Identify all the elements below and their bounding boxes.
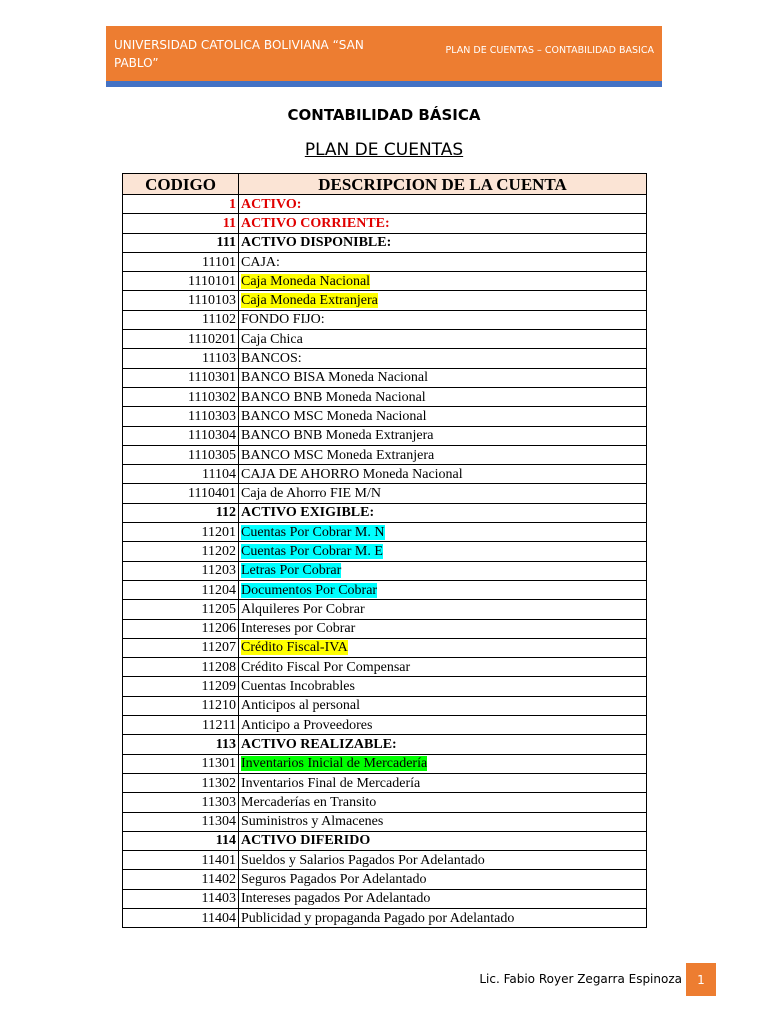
account-code: 1110304	[123, 426, 239, 445]
account-description: BANCO BISA Moneda Nacional	[241, 370, 429, 386]
account-code: 1110401	[123, 484, 239, 503]
account-description: ACTIVO REALIZABLE:	[241, 736, 397, 752]
table-row	[123, 368, 647, 387]
account-code: 1	[123, 195, 239, 214]
account-code: 11207	[123, 638, 239, 657]
account-description-cell	[239, 252, 647, 271]
footer-author: Lic. Fabio Royer Zegarra Espinoza	[479, 972, 682, 986]
account-description: Seguros Pagados Por Adelantado	[241, 872, 427, 888]
account-code: 11304	[123, 812, 239, 831]
account-code: 11210	[123, 696, 239, 715]
account-description-cell	[239, 233, 647, 252]
table-row	[123, 484, 647, 503]
table-row	[123, 407, 647, 426]
table-row	[123, 349, 647, 368]
document-subtitle: PLAN DE CUENTAS	[304, 140, 464, 160]
account-description: ACTIVO EXIGIBLE:	[241, 505, 375, 521]
table-row	[123, 754, 647, 773]
account-description-cell	[239, 368, 647, 387]
table-row	[123, 503, 647, 522]
account-code: 1110302	[123, 387, 239, 406]
account-code: 113	[123, 735, 239, 754]
account-description-cell	[239, 561, 647, 580]
account-code: 11201	[123, 523, 239, 542]
table-row	[123, 426, 647, 445]
account-description-cell	[239, 658, 647, 677]
column-header-code: CODIGO	[123, 174, 239, 195]
account-description: Sueldos y Salarios Pagados Por Adelantado	[241, 852, 485, 868]
account-description-cell	[239, 735, 647, 754]
table-row	[123, 272, 647, 291]
table-row	[123, 735, 647, 754]
account-description-cell	[239, 696, 647, 715]
account-description-cell	[239, 426, 647, 445]
account-code: 1110101	[123, 272, 239, 291]
account-description: BANCO MSC Moneda Nacional	[241, 408, 427, 424]
table-row	[123, 310, 647, 329]
table-row	[123, 870, 647, 889]
table-row	[123, 580, 647, 599]
table-header-row	[123, 174, 647, 195]
table-body	[123, 195, 647, 928]
account-description-cell	[239, 870, 647, 889]
account-description-cell	[239, 773, 647, 792]
account-description-cell	[239, 542, 647, 561]
account-code: 1110103	[123, 291, 239, 310]
account-description: Documentos Por Cobrar	[241, 582, 378, 598]
table-row	[123, 812, 647, 831]
account-description-cell	[239, 484, 647, 503]
account-description-cell	[239, 754, 647, 773]
account-description: BANCO MSC Moneda Extranjera	[241, 447, 435, 463]
account-description-cell	[239, 387, 647, 406]
account-code: 11208	[123, 658, 239, 677]
account-code: 11	[123, 214, 239, 233]
account-description-cell	[239, 272, 647, 291]
account-code: 112	[123, 503, 239, 522]
account-description-cell	[239, 908, 647, 927]
account-description-cell	[239, 793, 647, 812]
table-row	[123, 619, 647, 638]
account-description-cell	[239, 831, 647, 850]
chart-of-accounts-table	[122, 173, 647, 928]
account-description-cell	[239, 600, 647, 619]
account-description: Caja Moneda Extranjera	[241, 293, 378, 309]
account-description-cell	[239, 291, 647, 310]
account-code: 11303	[123, 793, 239, 812]
account-description: BANCO BNB Moneda Extranjera	[241, 428, 434, 444]
account-description-cell	[239, 503, 647, 522]
account-description-cell	[239, 580, 647, 599]
account-code: 11209	[123, 677, 239, 696]
table-row	[123, 445, 647, 464]
account-code: 11101	[123, 252, 239, 271]
account-code: 11205	[123, 600, 239, 619]
account-description: Letras Por Cobrar	[241, 563, 342, 579]
account-description: ACTIVO DIFERIDO	[241, 833, 371, 849]
page-header	[106, 26, 662, 81]
table-row	[123, 658, 647, 677]
account-description: ACTIVO:	[241, 196, 302, 212]
account-description: Publicidad y propaganda Pagado por Adelantado	[241, 910, 515, 926]
table-row	[123, 561, 647, 580]
table-row	[123, 233, 647, 252]
account-description-cell	[239, 851, 647, 870]
account-description-cell	[239, 677, 647, 696]
account-code: 1110305	[123, 445, 239, 464]
table-row	[123, 716, 647, 735]
account-description: Alquileres Por Cobrar	[241, 601, 365, 617]
account-description-cell	[239, 330, 647, 349]
account-description-cell	[239, 349, 647, 368]
page-number: 1	[686, 963, 716, 996]
account-description: Caja de Ahorro FIE M/N	[241, 486, 381, 502]
account-description: Anticipos al personal	[241, 698, 360, 714]
account-description: Inventarios Inicial de Mercadería	[241, 756, 428, 772]
account-description-cell	[239, 889, 647, 908]
table-row	[123, 465, 647, 484]
account-code: 11301	[123, 754, 239, 773]
account-description-cell	[239, 214, 647, 233]
institution-name: UNIVERSIDAD CATOLICA BOLIVIANA “SAN PABLO”	[114, 38, 364, 70]
table-row	[123, 252, 647, 271]
header-divider	[106, 81, 662, 87]
account-description: Crédito Fiscal Por Compensar	[241, 659, 411, 675]
account-code: 11403	[123, 889, 239, 908]
account-description: Caja Moneda Nacional	[241, 273, 371, 289]
account-code: 11402	[123, 870, 239, 889]
table-row	[123, 831, 647, 850]
account-code: 11206	[123, 619, 239, 638]
account-description-cell	[239, 523, 647, 542]
account-code: 11203	[123, 561, 239, 580]
account-description: Caja Chica	[241, 331, 303, 347]
table-row	[123, 542, 647, 561]
account-description: CAJA:	[241, 254, 280, 270]
account-description-cell	[239, 716, 647, 735]
account-description-cell	[239, 638, 647, 657]
account-description-cell	[239, 445, 647, 464]
account-code: 114	[123, 831, 239, 850]
account-description: ACTIVO DISPONIBLE:	[241, 235, 392, 251]
account-description-cell	[239, 812, 647, 831]
account-code: 11202	[123, 542, 239, 561]
column-header-description: DESCRIPCION DE LA CUENTA	[239, 174, 647, 195]
account-description: Mercaderías en Transito	[241, 794, 377, 810]
table-row	[123, 889, 647, 908]
account-code: 11103	[123, 349, 239, 368]
account-description: BANCOS:	[241, 351, 302, 367]
table-row	[123, 523, 647, 542]
account-code: 11302	[123, 773, 239, 792]
account-description-cell	[239, 195, 647, 214]
table-row	[123, 908, 647, 927]
account-description-cell	[239, 619, 647, 638]
table-row	[123, 793, 647, 812]
account-code: 1110303	[123, 407, 239, 426]
account-description: Inventarios Final de Mercadería	[241, 775, 421, 791]
account-description: ACTIVO CORRIENTE:	[241, 215, 390, 231]
account-code: 11102	[123, 310, 239, 329]
account-description-cell	[239, 310, 647, 329]
table-row	[123, 677, 647, 696]
account-description: Anticipo a Proveedores	[241, 717, 373, 733]
account-description: Cuentas Por Cobrar M. N	[241, 524, 385, 540]
account-code: 11104	[123, 465, 239, 484]
account-description-cell	[239, 407, 647, 426]
account-description: Suministros y Almacenes	[241, 814, 384, 830]
table-row	[123, 330, 647, 349]
document-label: PLAN DE CUENTAS – CONTABILIDAD BASICA	[445, 45, 654, 56]
account-description: BANCO BNB Moneda Nacional	[241, 389, 426, 405]
account-code: 111	[123, 233, 239, 252]
account-description: Intereses pagados Por Adelantado	[241, 891, 431, 907]
table-row	[123, 773, 647, 792]
table-row	[123, 696, 647, 715]
account-description: CAJA DE AHORRO Moneda Nacional	[241, 466, 463, 482]
account-description: Cuentas Incobrables	[241, 679, 355, 695]
account-description: FONDO FIJO:	[241, 312, 325, 328]
account-code: 1110201	[123, 330, 239, 349]
account-code: 11401	[123, 851, 239, 870]
account-code: 1110301	[123, 368, 239, 387]
table-row	[123, 638, 647, 657]
account-description-cell	[239, 465, 647, 484]
table-row	[123, 851, 647, 870]
account-code: 11211	[123, 716, 239, 735]
table-row	[123, 600, 647, 619]
table-row	[123, 387, 647, 406]
account-description: Crédito Fiscal-IVA	[241, 640, 348, 656]
account-code: 11404	[123, 908, 239, 927]
table-row	[123, 214, 647, 233]
table-row	[123, 291, 647, 310]
table-row	[123, 195, 647, 214]
account-description: Cuentas Por Cobrar M. E	[241, 543, 383, 559]
document-title: CONTABILIDAD BÁSICA	[287, 106, 481, 124]
account-description: Intereses por Cobrar	[241, 621, 356, 637]
account-code: 11204	[123, 580, 239, 599]
